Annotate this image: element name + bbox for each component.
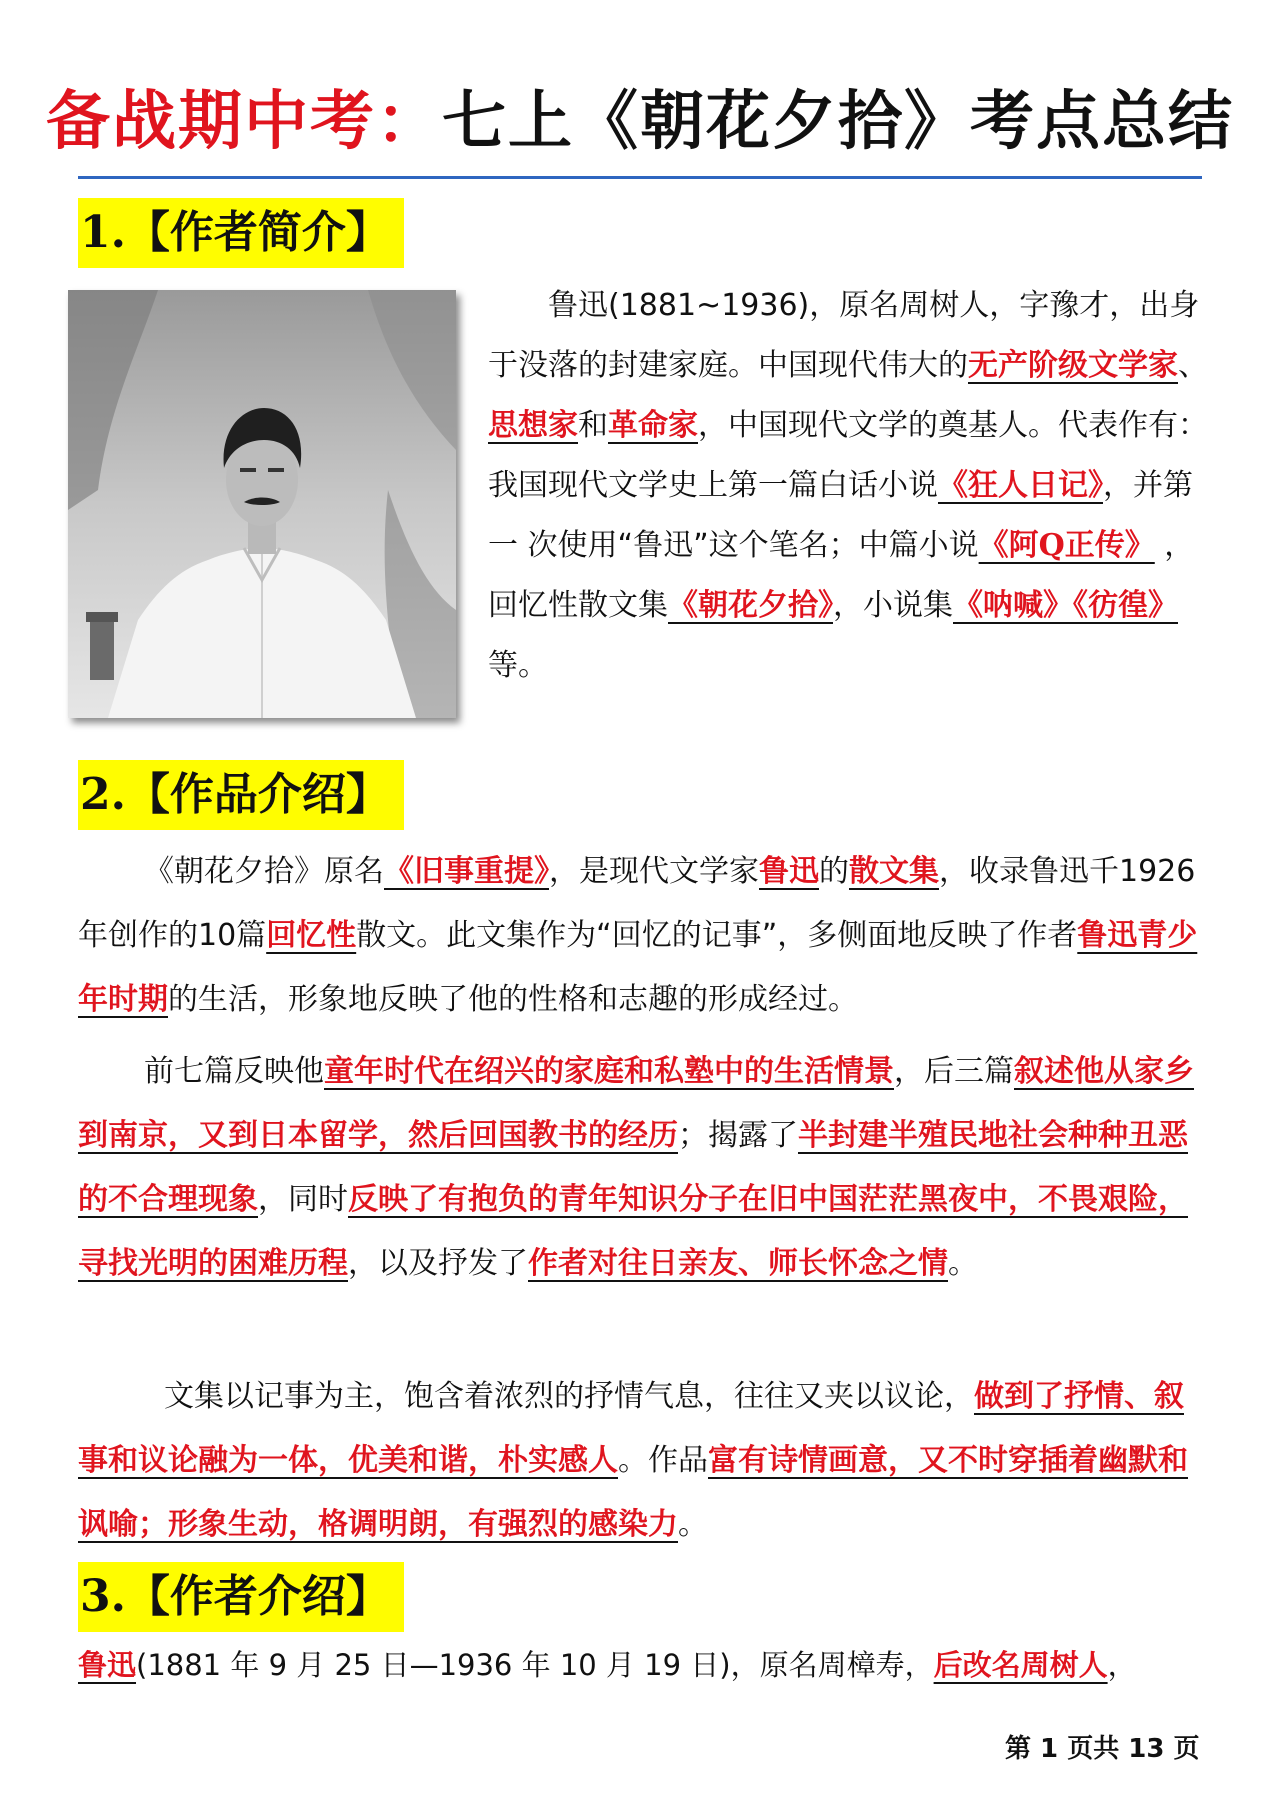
page-title [0, 82, 1280, 162]
portrait-illustration [68, 290, 456, 718]
title-divider [78, 176, 1202, 179]
highlight-madman-diary: 《狂人日记》 [938, 468, 1103, 503]
author-intro-paragraph: 鲁迅(1881 年 9 月 25 日—1936 年 10 月 19 日)，原名周樟寿，后改名周树人， [78, 1648, 1137, 1682]
work-intro-paragraph-2: 前七篇反映他童年时代在绍兴的家庭和私塾中的生活情景，后三篇叙述他从家乡到南京，又到日本留学，然后回国教书的经历；揭露了半封建半殖民地社会种种丑恶的不合理现象，同时反映了有抱负的青年知识分子在旧中国茫茫黑夜中，不畏艰险，寻找光明的困难历程，以及抒发了作者对往日亲友、师长怀念之情。 [78, 1054, 1194, 1281]
title-black-part: 七上《朝花夕拾》考点总结 [442, 85, 1234, 159]
work-intro-paragraph-1: 《朝花夕拾》原名《旧事重提》，是现代文学家鲁迅的散文集，收录鲁迅千1926年创作的10篇回忆性散文。此文集作为“回忆的记事”，多侧面地反映了作者鲁迅青少年时期的生活，形象地反映了他的性格和志趣的形成经过。 [78, 854, 1198, 1017]
highlight-proletarian-writer: 无产阶级文学家 [968, 348, 1178, 383]
highlight-thinker: 思想家 [488, 408, 578, 443]
author-brief-paragraph: 鲁迅(1881~1936)，原名周树人，字豫才，出身于没落的封建家庭。中国现代伟大的无产阶级文学家、思想家和革命家，中国现代文学的奠基人。代表作有：我国现代文学史上第一篇白话小说《狂人日记》，并第一 次使用“鲁迅”这个笔名；中篇小说《阿Q正传》 ，回忆性散文集《朝花夕拾》，小说集《呐喊》《彷徨》等。 [488, 288, 1208, 683]
page-number: 第 1 页共 13 页 [1005, 1734, 1200, 1764]
section-heading-work-intro: 2.【作品介绍】 [78, 760, 404, 830]
highlight-ah-q: 《阿Q正传》 [978, 528, 1155, 563]
highlight-revolutionary: 革命家 [608, 408, 698, 443]
section-heading-author-brief: 1.【作者简介】 [78, 198, 404, 268]
lu-xun-portrait [68, 290, 456, 718]
title-red-part: 备战期中考： [46, 85, 442, 159]
work-intro-paragraph-3: 文集以记事为主，饱含着浓烈的抒情气息，往往又夹以议论，做到了抒情、叙事和议论融为一体，优美和谐，朴实感人。作品富有诗情画意，又不时穿插着幽默和讽喻；形象生动，格调明朗，有强烈的感染力。 [78, 1379, 1188, 1542]
highlight-dawn-blossoms: 《朝花夕拾》 [668, 588, 833, 623]
highlight-novel-collections: 《呐喊》《彷徨》 [953, 588, 1178, 623]
section-heading-author-intro: 3.【作者介绍】 [78, 1562, 404, 1632]
